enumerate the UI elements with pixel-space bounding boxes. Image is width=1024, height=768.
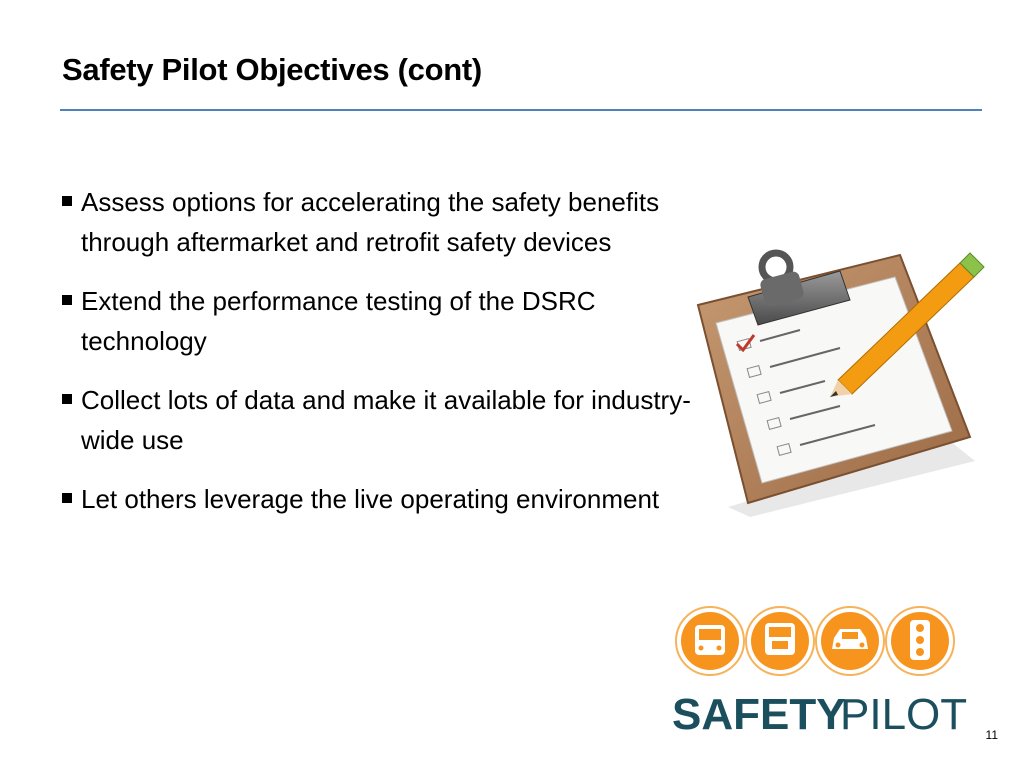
square-bullet-icon <box>62 196 72 206</box>
title-divider <box>60 109 982 111</box>
page-number: 11 <box>985 728 998 742</box>
bullet-text: Collect lots of data and make it available for industry-wide use <box>81 385 691 455</box>
square-bullet-icon <box>62 295 72 305</box>
truck-icon <box>746 607 814 675</box>
bullet-item <box>62 380 702 460</box>
bullet-text: Assess options for accelerating the safety benefits through aftermarket and retrofit safety devices <box>81 187 660 257</box>
logo-word-light: PILOT <box>840 690 968 739</box>
bullet-item <box>62 281 702 361</box>
slide-title: Safety Pilot Objectives (cont) <box>62 52 482 87</box>
bullet-text: Let others leverage the live operating environment <box>81 484 660 514</box>
square-bullet-icon <box>62 493 72 503</box>
clipboard-checklist-icon <box>690 245 990 520</box>
bullet-item <box>62 479 702 519</box>
square-bullet-icon <box>62 394 72 404</box>
bullet-item <box>62 182 702 262</box>
bus-icon <box>676 607 744 675</box>
car-icon <box>816 607 884 675</box>
bullet-list <box>62 182 702 538</box>
bullet-text: Extend the performance testing of the DSRC technology <box>81 286 596 356</box>
logo-word-bold: SAFETY <box>672 690 846 739</box>
traffic-light-icon <box>886 607 954 675</box>
safety-pilot-logo <box>668 605 968 740</box>
